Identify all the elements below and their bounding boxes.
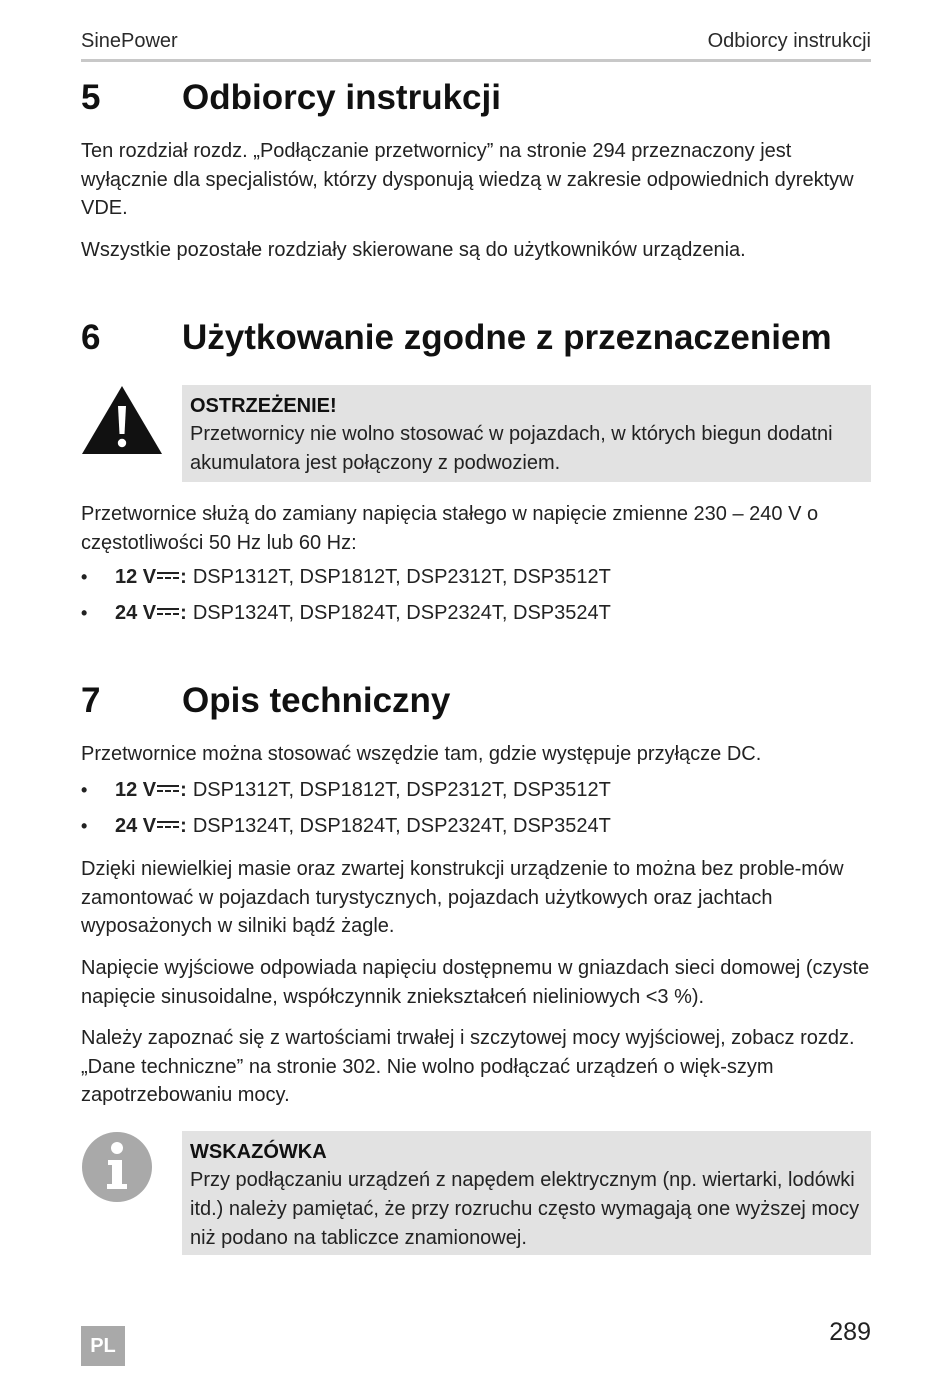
list-item [81, 563, 871, 599]
dc-symbol-icon [157, 607, 179, 617]
list-item-voltage: 24 V : [115, 602, 187, 624]
list-item-voltage: 12 V : [115, 779, 187, 801]
section-6-number: 6 [81, 318, 101, 357]
list-item-models: DSP1312T, DSP1812T, DSP2312T, DSP3512T [192, 779, 611, 801]
section-6-paragraph-1: Przetwornice służą do zamiany napięcia stałego w napięcie zmienne 230 – 240 V o częstotliwości 50 Hz lub 60 Hz: [81, 503, 819, 554]
list-item-models: DSP1324T, DSP1824T, DSP2324T, DSP3524T [192, 815, 611, 837]
note-title: WSKAZÓWKA [190, 1141, 327, 1163]
section-7-title: Opis techniczny [182, 681, 451, 720]
section-7-paragraph-3: Napięcie wyjściowe odpowiada napięciu dostępnemu w gniazdach sieci domowej (czyste napięcie sinusoidalne, współczynnik zniekształceń nieliniowych <3 %). [81, 957, 870, 1008]
warning-text: Przetwornicy nie wolno stosować w pojazdach, w których biegun dodatni akumulatora jest połączony z podwoziem. [190, 423, 833, 474]
section-7-paragraph-1: Przetwornice można stosować wszędzie tam, gdzie występuje przyłącze DC. [81, 743, 762, 765]
section-7-heading [81, 681, 871, 721]
bullet-marker: • [81, 816, 88, 836]
info-icon [81, 1131, 153, 1203]
section-5-paragraph-2: Wszystkie pozostałe rozdziały skierowane są do użytkowników urządzenia. [81, 239, 746, 261]
section-5-heading [81, 78, 871, 118]
warning-callout [182, 385, 871, 482]
section-7-paragraph-4: Należy zapoznać się z wartościami trwałej i szczytowej mocy wyjściowej, zobacz rozdz. „Dane techniczne” na stronie 302. Nie wolno podłączać urządzeń o więk-szym zapotrzebowaniu mocy. [81, 1027, 855, 1106]
bullet-marker: • [81, 780, 88, 800]
bullet-marker: • [81, 567, 88, 587]
dc-symbol-icon [157, 571, 179, 581]
manual-page [81, 0, 871, 1373]
dc-symbol-icon [157, 784, 179, 794]
list-item [81, 599, 871, 635]
warning-triangle-icon [81, 384, 163, 456]
section-5-title: Odbiorcy instrukcji [182, 78, 501, 117]
section-7-model-list [81, 776, 871, 848]
running-header [81, 30, 871, 62]
language-tab: PL [81, 1326, 125, 1366]
note-text: Przy podłączaniu urządzeń z napędem elektrycznym (np. wiertarki, lodówki itd.) należy pamiętać, że przy rozruchu często wymagają one wyższej mocy niż podano na tabliczce znamionowej. [190, 1169, 860, 1249]
list-item [81, 812, 871, 848]
list-item [81, 776, 871, 812]
bullet-marker: • [81, 603, 88, 623]
list-item-models: DSP1324T, DSP1824T, DSP2324T, DSP3524T [192, 602, 611, 624]
section-7-paragraph-2: Dzięki niewielkiej masie oraz zwartej konstrukcji urządzenie to można bez proble-mów zamontować w pojazdach turystycznych, pojazdach użytkowych oraz jachtach wyposażonych w silniki bądź żagle. [81, 858, 844, 937]
note-callout [182, 1131, 871, 1255]
warning-title: OSTRZEŻENIE! [190, 395, 337, 417]
section-5-number: 5 [81, 78, 101, 117]
dc-symbol-icon [157, 820, 179, 830]
section-6-title: Użytkowanie zgodne z przeznaczeniem [182, 318, 832, 357]
section-5-paragraph-1: Ten rozdział rozdz. „Podłączanie przetwornicy” na stronie 294 przeznaczony jest wyłącznie dla specjalistów, którzy dysponują wiedzą w zakresie odpowiednich dyrektyw VDE. [81, 140, 854, 219]
list-item-models: DSP1312T, DSP1812T, DSP2312T, DSP3512T [192, 566, 611, 588]
section-6-model-list [81, 563, 871, 635]
section-7-number: 7 [81, 681, 101, 720]
list-item-voltage: 12 V : [115, 566, 187, 588]
list-item-voltage: 24 V : [115, 815, 187, 837]
section-6-heading [81, 318, 871, 358]
page-number: 289 [829, 1318, 871, 1346]
header-product-name: SinePower [81, 30, 178, 52]
header-chapter-title: Odbiorcy instrukcji [707, 30, 871, 52]
